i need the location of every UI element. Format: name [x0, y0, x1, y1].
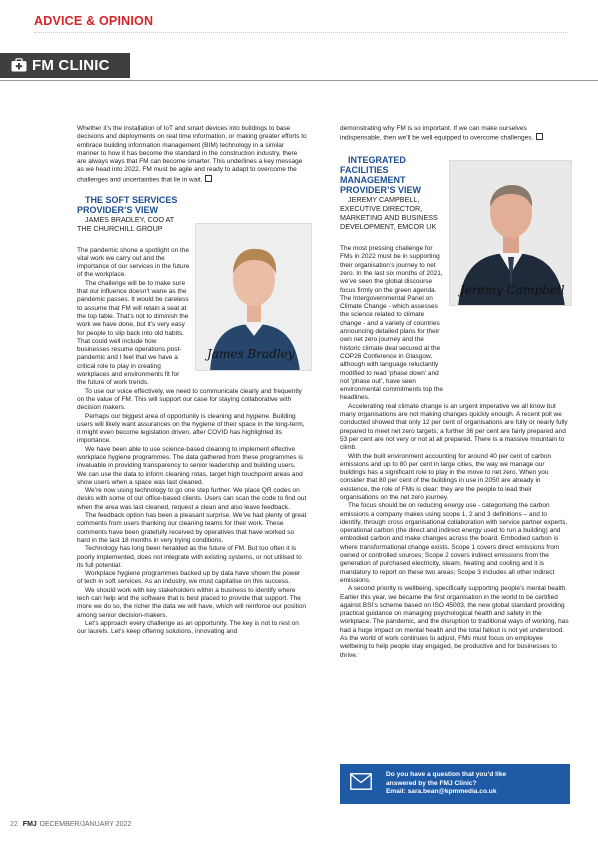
jeremy-campbell-signature: Jeremy Campbell [460, 283, 565, 297]
left-column [77, 125, 307, 637]
left-heading-line-1: THE SOFT SERVICES [85, 194, 178, 205]
left-article-heading [77, 195, 189, 215]
left-paragraph: To use our voice effectively, we need to communicate clearly and frequently on the value of FM. This will support our case for staying collaborative with decision makers. [77, 387, 302, 412]
left-paragraph: We’re now using technology to go one step further. We place QR codes on desks with some of our office-based clients. Users can scan the code to find out when the area was last cleaned, request a clean and also leave feedback. [77, 487, 307, 511]
left-paragraph: We should work with key stakeholders within a business to identify where tech can help and the software that is best placed to provide that support. The more we do so, the richer the data we will have, which will reinforce our position among senior decision-makers. [77, 586, 307, 619]
first-aid-kit-icon [11, 58, 27, 72]
callout-email[interactable]: Email: sara.bean@kpmmedia.co.uk [386, 788, 497, 796]
left-paragraph: The pandemic shone a spotlight on the vital work we carry out and the importance of our services in the future of the workplace. [77, 246, 190, 279]
end-mark-icon [536, 133, 543, 140]
right-heading-line-3: MANAGEMENT [340, 175, 406, 186]
fm-clinic-tag [0, 53, 130, 78]
intro-paragraph [77, 125, 307, 185]
left-paragraph: Technology has long been heralded as the future of FM. But too often it is poorly implemented, does not integrate with existing systems, or not utilised to its full potential. [77, 545, 302, 569]
tag-label: FM CLINIC [32, 57, 110, 74]
left-paragraph: The feedback option has been a pleasant surprise. We’ve had plenty of great comments from users thanking our cleaning teams for their work. These comments have been gratefully received by operatives that have worked so hard in the last 18 months in very trying conditions. [77, 512, 307, 544]
right-paragraph: A second priority is wellbeing, specifically supporting people’s mental health. Earlier this year, we became the first organisation in the world to be certified against BSI’s scheme based on ISO 45003, the new global standard providing practical guidance on managing psychological health and safety in the workplace. The pandemic, and the disruption to traditional ways of working, has had a huge impact on mental health and the total fallout is not yet understood. As the world of work continues to adjust, FMs must focus on employee wellbeing to help people stay engaged, be productive and for businesses to thrive. [340, 585, 569, 659]
left-paragraph: Workplace hygiene programmes backed up by data have shown the power of tech in soft services. As an industry, we must capitalise on this success. [77, 570, 301, 586]
end-mark-icon [205, 175, 212, 182]
james-bradley-photo [195, 223, 312, 371]
section-kicker: ADVICE & OPINION [34, 14, 154, 28]
page-number: 22 [10, 821, 18, 828]
continuation-text: demonstrating why FM is so important. If we can make ourselves indispensable, then we’ll be well equipped to overcome challenges. [340, 125, 534, 142]
right-heading-line-1: INTEGRATED [348, 155, 406, 166]
right-article-byline: JEREMY CAMPBELL, EXECUTIVE DIRECTOR, MARKETING AND BUSINESS DEVELOPMENT, EMCOR UK [340, 195, 438, 232]
left-paragraph: Perhaps our biggest area of opportunity is cleaning and hygiene. Building users will likely want assurances on the hygiene of their space in the long-term, it might even become legislation driven, after COVID has highlighted its importance. [77, 412, 305, 445]
right-paragraph: The focus should be on reducing energy use - categorising the carbon emissions a company makes using scope 1, 2 and 3 definitions – and to identify, through cross organisational collaboration with service partner experts, operational carbon (the direct and indirect energy used to run a building) and embodied carbon and make changes across the board. Embodied carbon is where transformational change exists. Scope 1 covers direct emissions from owned or controlled sources; Scope 2 covers indirect emissions from the generation of purchased electricity, steam, heating and cooling and it is mandatory to report on these two areas; Scope 3 includes all other indirect emissions. [340, 502, 568, 584]
right-paragraph: With the built environment accounting for around 40 per cent of carbon emissions and up to 80 per cent in large cities, the way we manage our buildings has a significant role to play in the move to net zero. When you consider that 80 per cent of the buildings in use in 2050 are already in existence, the role of FMs is clear: they are the people to lead their organisations on the net zero journey. [340, 452, 552, 501]
left-paragraph: We have been able to use science-based cleaning to implement effective workplace hygiene programmes. The data gathered from these programmes is invaluable in providing transparency to senior leadership and building users. We can use the data to inform cleaning rotas, target high touchpoint areas and show users when a space was last cleaned. [77, 445, 304, 486]
callout-line-2: answered by the FMJ Clinic? [386, 779, 477, 787]
james-bradley-signature: James Bradley [207, 347, 295, 361]
question-callout [340, 764, 570, 804]
right-continuation-paragraph [340, 125, 570, 143]
intro-text: Whether it’s the installation of IoT and smart devices into buildings to base decisions and deployments on real time information, or making greater efforts to embrace building information management (BIM) technology in a similar manner to how it has become the standard in the construction industry, there are always ways that FM can become smarter. This underlines a key message as we head into 2022. FM must be agile and ready to adapt to overcome the challenges and uncertainties that lie in wait. [77, 125, 307, 184]
footer-issue: DECEMBER/JANUARY 2022 [39, 821, 132, 828]
envelope-icon [350, 773, 372, 790]
header-rule [34, 32, 568, 33]
right-heading-line-2: FACILITIES [340, 165, 389, 176]
left-paragraph: Let’s approach every challenge as an opportunity. The key is not to rest on our laurels. Let’s keep offering solutions, innovating and [77, 619, 299, 636]
right-paragraph: The most pressing challenge for FMs in 2022 must be in supporting their organisation’s journey to net zero. In the last six months of 2021, we’ve seen the global discourse focus firmly on the green agenda. The Intergovernmental Panel on Climate Change - which assesses the science related to climate change - and a variety of countries announcing detailed plans for their own net zero journey and the historic climate deal secured at the COP26 Conference in Glasgow, although with language reluctantly modified to read ‘phase down’ and not ‘phase out’, have seen environmental commitments top the headlines. [340, 245, 443, 402]
tag-underline [0, 80, 598, 81]
left-paragraph: The challenge will be to make sure that our influence doesn’t wane as the pandemic passes. It would be careless to assume that FM will retain a seat at the top table. That’s not to diminish the work we have done, but it’s very easy for people to slip back into old habits. That could well include how businesses resume operations post-pandemic and I feel that we have a critical role to play in creating workplaces and environments fit for the future of work trends. [77, 279, 189, 387]
callout-line-1: Do you have a question that you’d like [386, 771, 507, 778]
right-article-heading [340, 155, 440, 195]
callout-text [386, 771, 566, 797]
left-article-byline: JAMES BRADLEY, COO AT THE CHURCHILL GROUP [77, 214, 175, 233]
right-paragraph: Accelerating real climate change is an urgent imperative we all know but many organisations are not making changes quickly enough. A recent poll we conducted showed that only 12 per cent of organisations are fully or nearly fully prepared to meet net zero targets; a further 36 per cent are fairly prepared and 53 per cent are not very or not at all prepared. There is a massive mountain to climb. [340, 402, 568, 452]
page-footer [10, 821, 131, 828]
jeremy-campbell-photo [449, 160, 572, 306]
footer-brand: FMJ [22, 821, 37, 828]
right-heading-line-4: PROVIDER’S VIEW [340, 185, 422, 196]
left-heading-line-2: PROVIDER’S VIEW [77, 204, 159, 215]
